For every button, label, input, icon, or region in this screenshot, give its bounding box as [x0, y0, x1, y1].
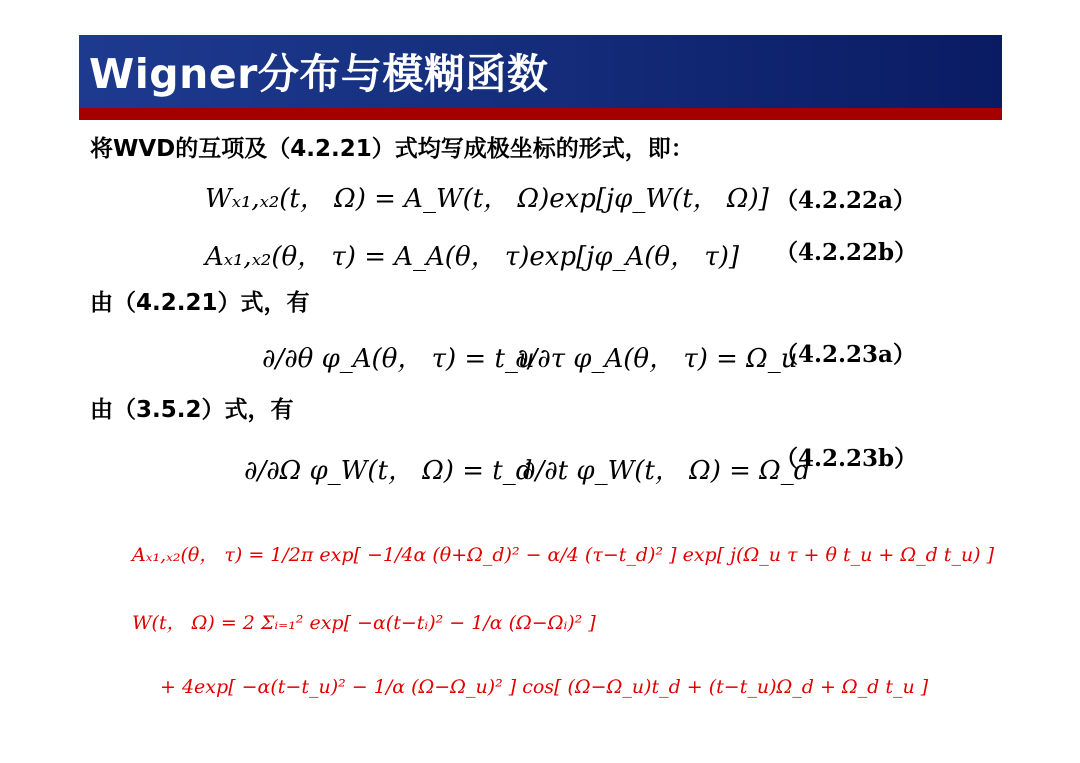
intro-text: 将WVD的互项及（4.2.21）式均写成极坐标的形式，即：: [90, 136, 694, 162]
wigner-cross-term-formula: + 4exp[ −α(t−t_u)² − 1/α (Ω−Ω_u)² ] cos[ (Ω−Ω_u)t_d + (t−t_u)Ω_d + Ω_d t_u ]: [160, 676, 929, 698]
equation-label-4-2-23b: （4.2.23b）: [775, 445, 918, 472]
equation-4-2-23a-left: ∂/∂θ φ_A(θ， τ) = t_u: [262, 344, 535, 374]
title-bar: [79, 35, 1002, 108]
ambiguity-function-formula: Aₓ₁,ₓ₂(θ， τ) = 1/2π exp[ −1/4α (θ+Ω_d)² − α/4 (τ−t_d)² ] exp[ j(Ω_u τ + θ t_u + Ω_d t_u) ]: [132, 544, 995, 566]
equation-4-2-22a: Wₓ₁,ₓ₂(t， Ω) = A_W(t， Ω)exp[jφ_W(t， Ω)]: [205, 184, 769, 214]
equation-label-4-2-23a: （4.2.23a）: [775, 341, 916, 368]
wigner-distribution-formula: W(t， Ω) = 2 Σᵢ₌₁² exp[ −α(t−tᵢ)² − 1/α (Ω−Ωᵢ)² ]: [132, 612, 596, 634]
equation-label-4-2-22b: （4.2.22b）: [775, 239, 918, 266]
equation-4-2-22b: Aₓ₁,ₓ₂(θ， τ) = A_A(θ， τ)exp[jφ_A(θ， τ)]: [205, 242, 740, 272]
title-underline: [79, 108, 1002, 120]
equation-4-2-23b-right: ∂/∂t φ_W(t， Ω) = Ω_d: [522, 456, 811, 486]
equation-4-2-23a-right: ∂/∂τ φ_A(θ， τ) = Ω_u: [515, 344, 798, 374]
slide-title: Wigner分布与模糊函数: [89, 50, 549, 98]
from-eq-4-2-21: 由（4.2.21）式，有: [90, 290, 310, 316]
from-eq-3-5-2: 由（3.5.2）式，有: [90, 397, 294, 423]
equation-4-2-23b-left: ∂/∂Ω φ_W(t， Ω) = t_d: [244, 456, 533, 486]
equation-label-4-2-22a: （4.2.22a）: [775, 187, 916, 214]
